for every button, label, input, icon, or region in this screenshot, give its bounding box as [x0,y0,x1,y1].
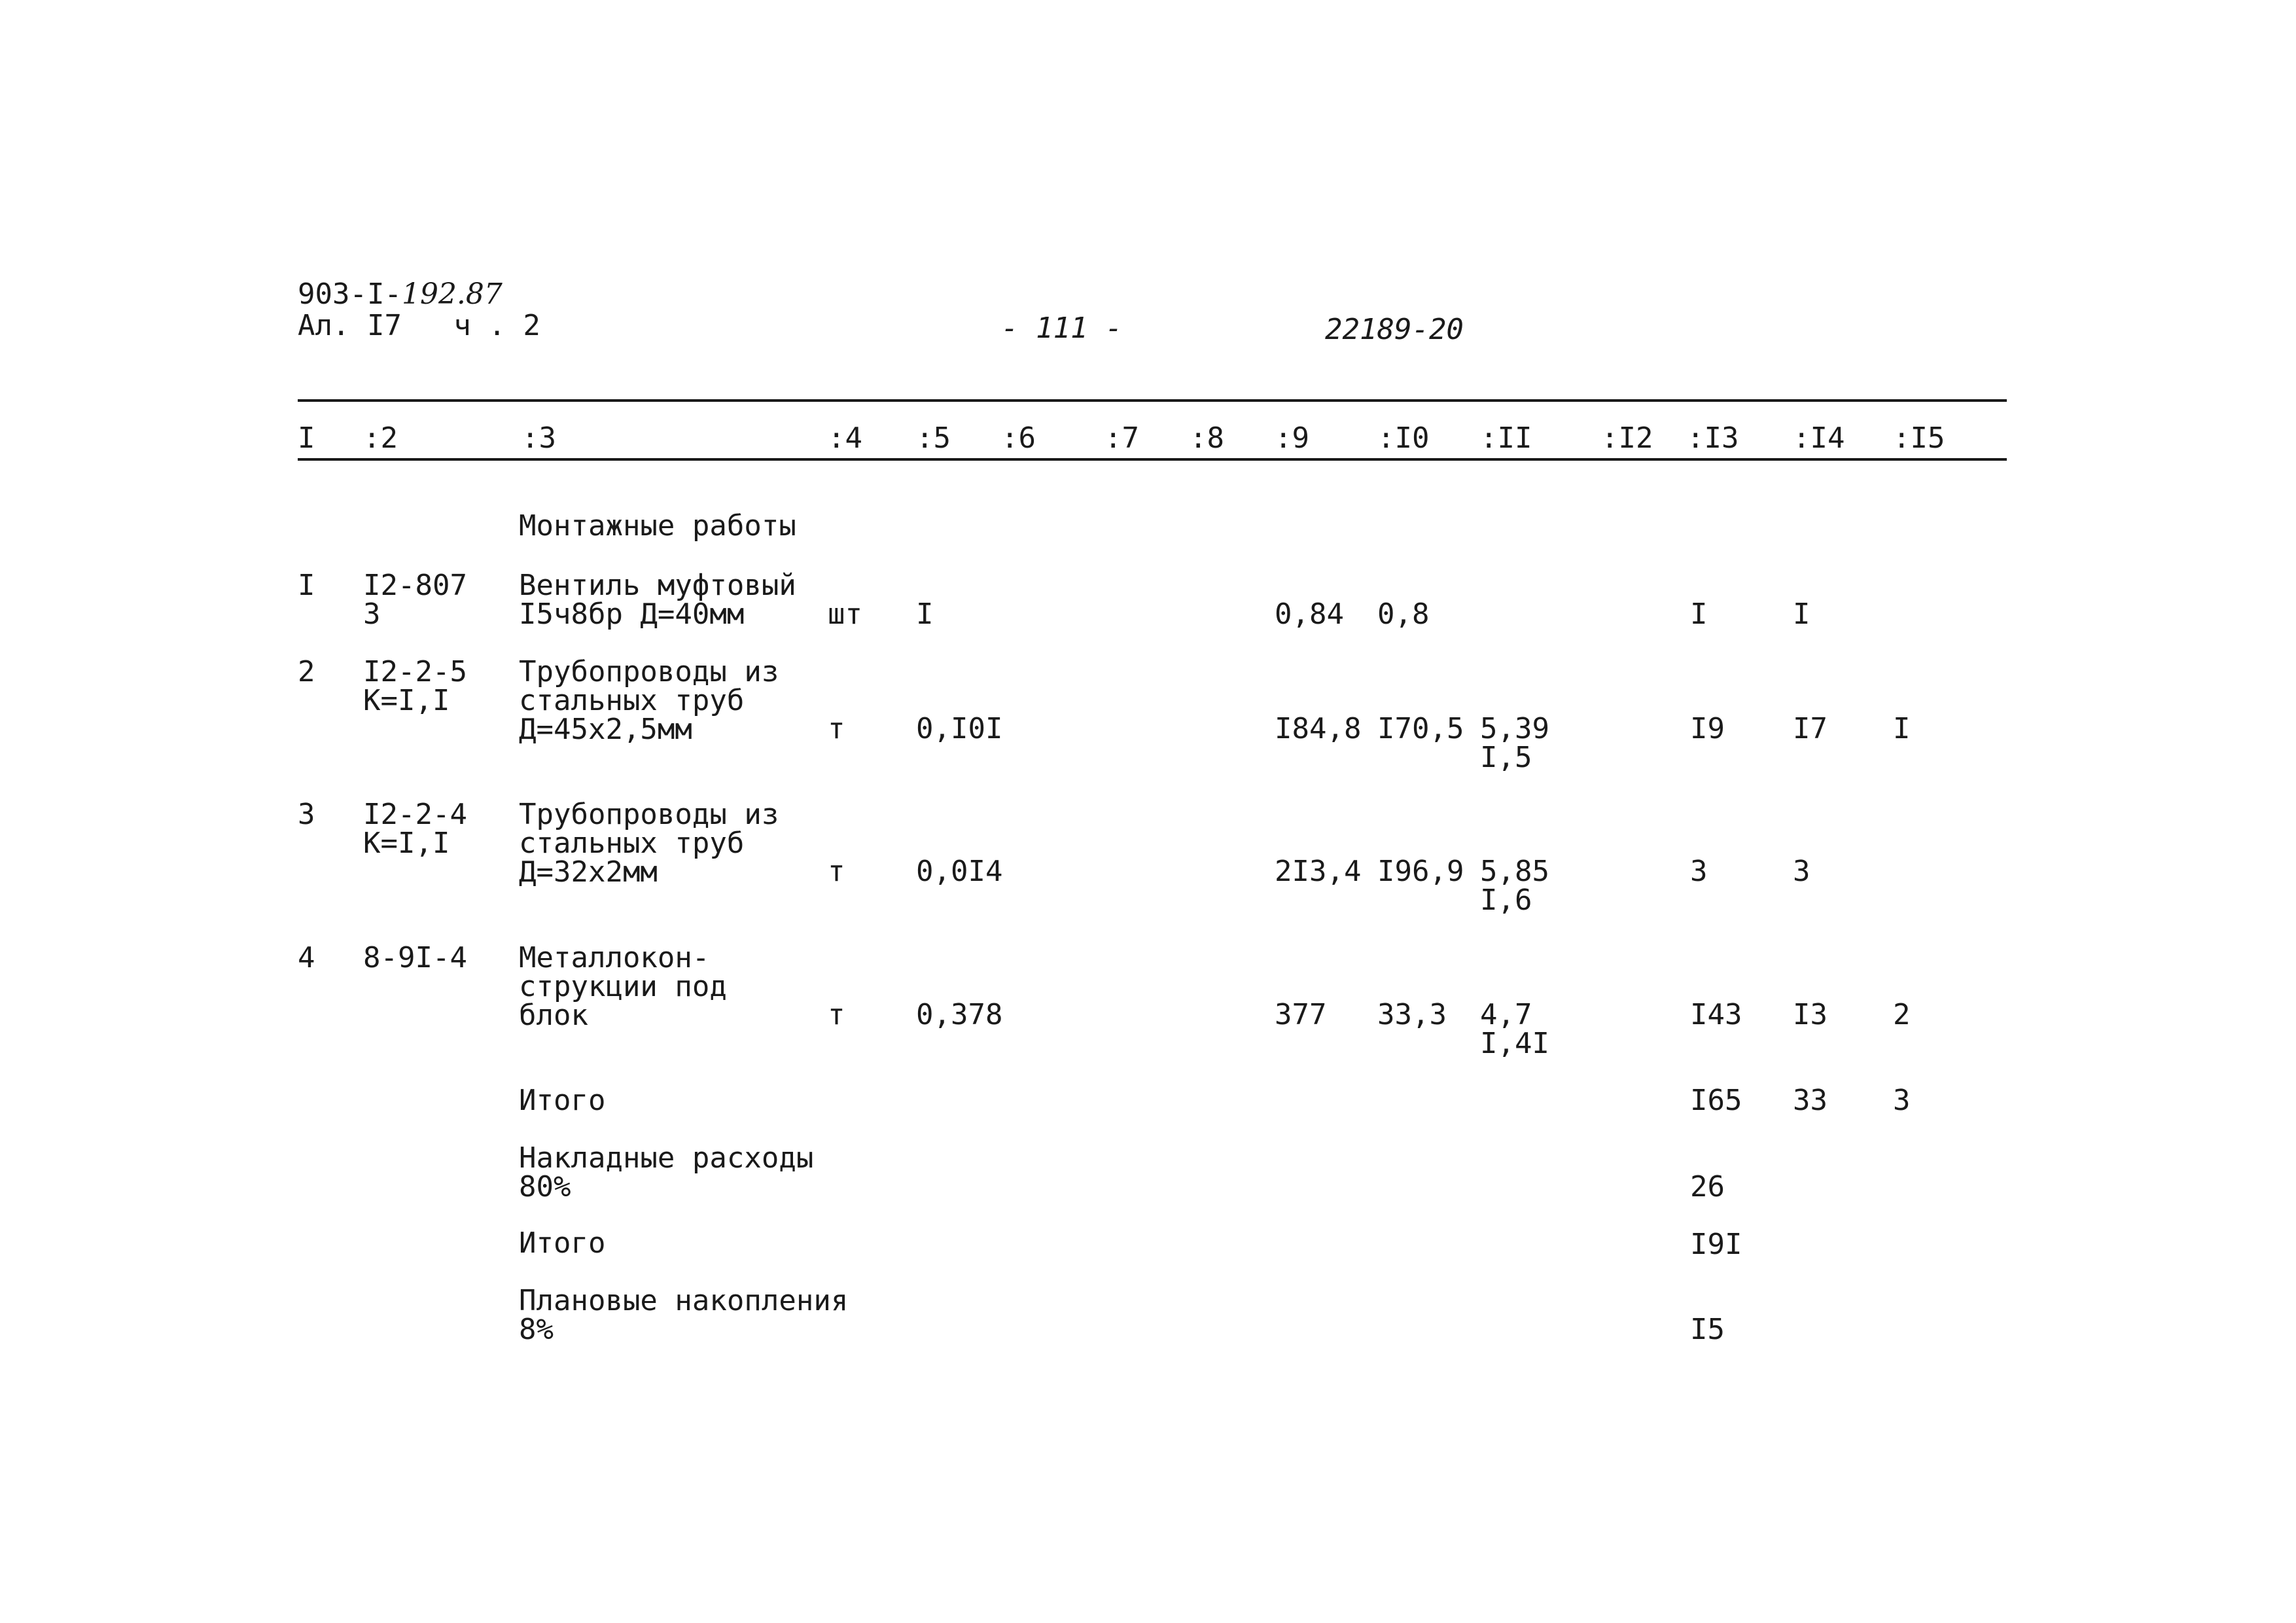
album-part: Ал. I7 ч . 2 [298,309,540,342]
row-unit: т [828,855,845,888]
total-label: Итого [519,1084,606,1117]
col-header: :I2 [1601,421,1653,455]
row-name: Вентиль муфтовый I5ч8бр Д=40мм [519,569,796,631]
total-col13: I65 [1690,1084,1742,1117]
header-rule-top [298,399,2007,402]
row-col9: 377 [1275,998,1327,1031]
row-name: Металлокон- струкции под блок [519,941,727,1032]
row-unit: шт [828,597,862,631]
total-col15: 3 [1893,1084,1911,1117]
section-title: Монтажные работы [519,509,796,543]
col-header: :6 [1001,421,1036,455]
row-code: I2-2-5 К=I,I [363,655,467,717]
total-col14: 33 [1793,1084,1828,1117]
row-col13: 3 [1690,855,1708,888]
col-header: :I4 [1793,421,1845,455]
row-unit: т [828,998,845,1031]
total-label: Плановые накопления 8% [519,1284,849,1346]
col-header: I [298,421,315,455]
row-col13: I43 [1690,998,1742,1031]
row-col11: 5,85 I,6 [1480,855,1549,917]
row-name: Трубопроводы из стальных труб Д=45х2,5мм [519,655,779,746]
col-header: :5 [916,421,951,455]
row-col11: 4,7 I,4I [1480,998,1549,1060]
col-header: :4 [828,421,862,455]
doc-code-handwritten: 192.87 [401,277,503,311]
row-code: 8-9I-4 [363,941,467,974]
row-qty: 0,378 [916,998,1003,1031]
col-header: :I5 [1893,421,1945,455]
col-header: :8 [1190,421,1224,455]
row-col11: 5,39 I,5 [1480,712,1549,774]
row-name: Трубопроводы из стальных труб Д=32х2мм [519,798,779,889]
row-number: I [298,569,315,602]
row-col10: 0,8 [1377,597,1430,631]
col-header: :3 [521,421,556,455]
row-number: 2 [298,655,315,688]
total-label: Итого [519,1226,606,1260]
row-col10: 33,3 [1377,998,1447,1031]
doc-code [298,277,503,311]
row-number: 4 [298,941,315,974]
inventory-number: 22189-20 [1325,313,1464,346]
col-header: :2 [363,421,398,455]
row-col14: 3 [1793,855,1810,888]
total-label: Накладные расходы 80% [519,1141,814,1204]
header-rule-bottom [298,458,2007,461]
col-header: :I0 [1377,421,1430,455]
row-col9: 0,84 [1275,597,1344,631]
row-col13: I9 [1690,712,1725,745]
row-col15: 2 [1893,998,1911,1031]
total-col13: 26 [1690,1170,1725,1204]
row-qty: I [916,597,934,631]
row-code: I2-807 3 [363,569,467,631]
row-qty: 0,I0I [916,712,1003,745]
col-header: :I3 [1687,421,1739,455]
col-header: :II [1480,421,1532,455]
row-col10: I96,9 [1377,855,1464,888]
row-col9: 2I3,4 [1275,855,1362,888]
row-number: 3 [298,798,315,831]
total-col13: I9I [1690,1228,1742,1261]
row-col10: I70,5 [1377,712,1464,745]
row-col15: I [1893,712,1911,745]
page-number: - 111 - [1001,312,1123,345]
col-header: :9 [1275,421,1309,455]
row-col14: I [1793,597,1810,631]
total-col13: I5 [1690,1313,1725,1346]
row-col9: I84,8 [1275,712,1362,745]
row-col13: I [1690,597,1708,631]
row-col14: I7 [1793,712,1828,745]
row-unit: т [828,712,845,745]
col-header: :7 [1104,421,1139,455]
doc-code-typed: 903-I- [298,277,402,311]
row-code: I2-2-4 К=I,I [363,798,467,860]
row-col14: I3 [1793,998,1828,1031]
row-qty: 0,0I4 [916,855,1003,888]
